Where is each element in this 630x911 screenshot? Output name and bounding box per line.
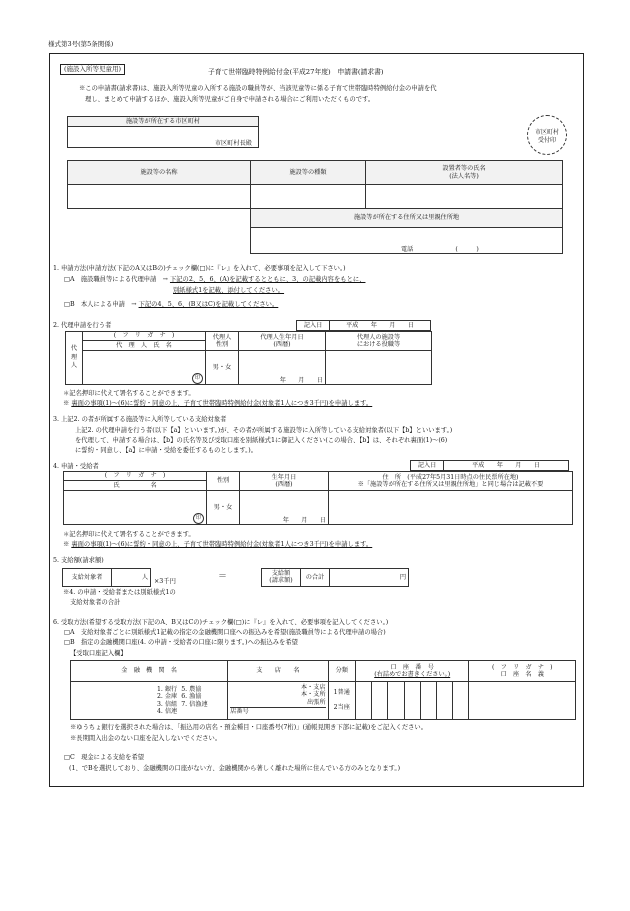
s1-option-b[interactable] bbox=[64, 301, 278, 308]
s5-note-2: 支給対象者の合計 bbox=[70, 599, 121, 606]
branch-field[interactable] bbox=[228, 682, 328, 720]
s1-b-text: 下記の4、5、6、(B又はC)を記載してください。 bbox=[138, 301, 279, 308]
applicant-furigana-header: ( フ リ ガ ナ ) bbox=[64, 472, 207, 481]
applicant-table bbox=[63, 471, 573, 525]
s5-heading: 5. 支給額(請求額) bbox=[53, 557, 104, 564]
holder-header bbox=[469, 661, 576, 682]
stamp-line-2: 受付印 bbox=[537, 136, 556, 144]
s6-option-c-note: (1、でBを選択しており、金融機関の口座がない方、金融機関から著しく離れた場所に住んでいる方のみとなります。) bbox=[69, 765, 401, 772]
bank-field[interactable] bbox=[71, 682, 228, 720]
s4-note-1: ＊記名押印に代えて署名することができます。 bbox=[63, 531, 195, 538]
s4-date-field[interactable]: 平成 年 月 日 bbox=[444, 461, 569, 471]
s2-note-2-text: 裏面の事項(1)～(6)に誓約・同意の上、子育て世帯臨時特例給付金(対象者1人につき3千円)を申請します。 bbox=[71, 400, 373, 407]
agent-name-field[interactable] bbox=[83, 351, 206, 385]
s5-equals: ＝ bbox=[218, 572, 228, 582]
s5-count-box bbox=[62, 568, 151, 587]
facility-name-field[interactable] bbox=[68, 185, 251, 209]
applicant-sex-header: 性別 bbox=[207, 472, 240, 491]
s5-total-field[interactable] bbox=[330, 569, 409, 587]
agent-role-field[interactable] bbox=[326, 351, 432, 385]
s5-total-box bbox=[261, 568, 409, 587]
s6-note-1: ※ゆうちょ銀行を選択された場合は、「振込用の店名・預金種目・口座番号(7桁)」(通帳見開き下部に記載)をご記入ください。 bbox=[70, 724, 428, 731]
s5-count-label: 支給対象者 bbox=[63, 569, 112, 587]
seal-mark: 印 bbox=[192, 373, 203, 384]
s2-heading: 2. 代理申請を行う者 bbox=[53, 322, 112, 329]
facility-name-header: 施設等の名称 bbox=[68, 161, 251, 185]
class-type-toza[interactable]: 2当座 bbox=[333, 703, 350, 711]
agent-table bbox=[65, 331, 432, 385]
s5-note-1: ※4. の申請・受給者または別紙様式1の bbox=[63, 589, 176, 596]
s4-date-label: 記入日 bbox=[411, 461, 444, 471]
agent-furigana-header: ( フ リ ガ ナ ) bbox=[83, 332, 206, 341]
s4-note-2 bbox=[63, 541, 372, 548]
s3-line-3: を代理して、申請する場合は、【b】の氏名等及び受取口座を別紙様式1に御記入ください(この場合、【b】は、それぞれ裏面(1)～(6) bbox=[75, 437, 448, 444]
bank-type-shinren[interactable]: 4. 信連 bbox=[157, 707, 178, 715]
holder-field[interactable] bbox=[469, 682, 576, 720]
s2-note-1: ＊記名押印に代えて署名することができます。 bbox=[63, 390, 195, 397]
acct-digit-3[interactable] bbox=[388, 682, 404, 720]
reception-stamp bbox=[527, 115, 567, 155]
s6-option-c[interactable]: □C 現金による支給を希望 bbox=[64, 754, 145, 761]
address-header: 施設等が所在する住所又は里親住所地 bbox=[251, 209, 563, 228]
facility-type-field[interactable] bbox=[251, 185, 366, 209]
s4-note-2-text: 裏面の事項(1)～(6)に誓約・同意の上、子育て世帯臨時特例給付金(対象者1人につき3千円)を申請します。 bbox=[71, 541, 373, 548]
bank-type-bank[interactable]: 1. 銀行 bbox=[157, 685, 178, 693]
s6-option-b[interactable]: □B 指定の金融機関口座(4. の申請・受給者の口座に限ります。)への振込みを希望 bbox=[64, 639, 298, 646]
agent-birth-header-1: 代理人生年月日 bbox=[260, 333, 304, 341]
s2-date-label: 記入日 bbox=[297, 321, 330, 331]
s5-person-unit: 人 bbox=[141, 573, 148, 581]
applicant-birth-header-1: 生年月日 bbox=[271, 473, 297, 481]
bank-type-shingyoren[interactable]: 7. 信漁連 bbox=[181, 700, 208, 708]
tel-parens: ( ) bbox=[455, 245, 479, 253]
s2-date-field[interactable]: 平成 年 月 日 bbox=[330, 321, 431, 331]
form-number: 様式第3号(第5条関係) bbox=[48, 40, 114, 48]
tel-label: 電話 bbox=[401, 245, 414, 253]
acctno-header-1: 口 座 番 号 bbox=[390, 663, 434, 671]
s4-date-box bbox=[410, 460, 569, 471]
municipality-header: 施設等が所在する市区町村 bbox=[68, 117, 259, 127]
s1-a-text: 下記の2、5、6、(A)を記載するとともに、3、の記載内容をもとに、 bbox=[169, 276, 366, 283]
facility-type-header: 施設等の種類 bbox=[251, 161, 366, 185]
founder-header-line2: (法人名等) bbox=[449, 172, 479, 180]
applicant-name-header: 氏 名 bbox=[64, 481, 207, 491]
holder-header-2: 口 座 名 義 bbox=[500, 671, 544, 678]
applicant-address-header bbox=[329, 472, 573, 491]
agent-sex-header: 代理人 性別 bbox=[206, 332, 239, 351]
s1-a-label: □A 施設職員等による代理申請 → bbox=[64, 276, 168, 283]
acct-digit-5[interactable] bbox=[420, 682, 436, 720]
s6-option-a[interactable]: □A 支給対象者ごとに別紙様式1記載の指定の金融機関口座への振込みを希望(施設職員等による代理申請の場合) bbox=[64, 629, 386, 636]
account-table bbox=[70, 660, 576, 720]
s5-times: ×3千円 bbox=[154, 578, 176, 585]
form-tag: (施設入所等児童用) bbox=[60, 64, 125, 75]
bank-type-kinko[interactable]: 2. 金庫 bbox=[157, 693, 178, 701]
applicant-address-header-1: 住 所 (平成27年5月31日時点の住民票所在地) bbox=[382, 473, 519, 481]
s3-line-4: に誓約・同意し、【a】に申請・受給を委任するものとします。)。 bbox=[75, 447, 258, 454]
s3-line-2: 上記2. の代理申請を行う者(以下【a】といいます。)が、その者が所属する施設等に入所等している支給対象者(以下【b】といいます。) bbox=[75, 427, 453, 434]
applicant-sex-field[interactable]: 男・女 bbox=[207, 491, 240, 525]
agent-name-header: 代 理 人 氏 名 bbox=[83, 341, 206, 351]
class-type-futsu[interactable]: 1普通 bbox=[333, 688, 350, 696]
applicant-name-field[interactable] bbox=[64, 491, 207, 525]
bank-header: 金 融 機 関 名 bbox=[71, 661, 228, 682]
branch-type-sub[interactable]: 本・支所 bbox=[300, 691, 326, 699]
s6-note-2: ※長期間入出金のない口座を記入しないでください。 bbox=[70, 735, 222, 742]
stamp-line-1: 市区町村 bbox=[534, 129, 559, 136]
applicant-address-field[interactable] bbox=[329, 491, 573, 525]
acct-digit-7[interactable] bbox=[453, 682, 469, 720]
acctno-header bbox=[355, 661, 469, 682]
agent-sex-field[interactable]: 男・女 bbox=[206, 351, 239, 385]
founder-header-line1: 設置者等の氏名 bbox=[442, 165, 486, 173]
agent-birth-field[interactable]: 年 月 日 bbox=[239, 351, 326, 385]
s4-heading: 4. 申請・受給者 bbox=[53, 463, 99, 470]
municipality-box bbox=[67, 116, 259, 148]
s5-yen-unit: 円 bbox=[399, 573, 406, 581]
class-field[interactable] bbox=[328, 682, 355, 720]
acct-digit-6[interactable] bbox=[437, 682, 453, 720]
acctno-header-2: (右詰めでお書きください。) bbox=[374, 671, 451, 678]
bank-type-gyokyo[interactable]: 6. 漁協 bbox=[181, 693, 202, 701]
blank-cell bbox=[68, 209, 251, 254]
s1-option-a[interactable] bbox=[64, 276, 365, 283]
account-section-heading: 【受取口座記入欄】 bbox=[70, 650, 127, 657]
acct-digit-2[interactable] bbox=[372, 682, 388, 720]
applicant-birth-header bbox=[240, 472, 329, 491]
store-number-label: 店番号 bbox=[230, 707, 325, 715]
bank-type-shinkumi[interactable]: 3. 信組 bbox=[157, 700, 178, 708]
intro-line-1: ※この申請書(請求書)は、施設入所等児童の入所する施設の職員等が、当該児童等に係る子育て世帯臨時特例給付金の申請を代 bbox=[79, 85, 437, 92]
agent-side-label: 代 理 人 bbox=[66, 332, 83, 385]
s4-note-2-mark: ※ bbox=[63, 541, 70, 548]
bank-type-nokyo[interactable]: 5. 農協 bbox=[181, 685, 202, 693]
branch-type-office[interactable]: 出張所 bbox=[307, 698, 326, 706]
s1-heading: 1. 申請方法(申請方法(下記のA又はBの)チェック欄(□)に『レ』を入れて、必要事項を記入して下さい。) bbox=[53, 265, 346, 272]
facility-table bbox=[67, 160, 563, 254]
applicant-birth-field[interactable]: 年 月 日 bbox=[240, 491, 329, 525]
agent-role-header bbox=[326, 332, 432, 351]
acct-digit-1[interactable] bbox=[355, 682, 371, 720]
address-field[interactable] bbox=[251, 228, 563, 254]
acct-digit-4[interactable] bbox=[404, 682, 420, 720]
seal-mark: 印 bbox=[193, 513, 204, 524]
municipality-chief: 市区町村長殿 bbox=[214, 139, 252, 147]
intro-line-2: 理し、まとめて申請するほか、施設入所等児童がご自身で申請される場合にご利用いただくものです。 bbox=[85, 96, 375, 103]
agent-role-header-1: 代理人の施設等 bbox=[356, 333, 401, 341]
s5-total-label-2: (請求額) bbox=[269, 576, 293, 584]
agent-birth-header-2: (西暦) bbox=[273, 341, 291, 348]
class-header: 分類 bbox=[328, 661, 355, 682]
s5-total-suffix: の合計 bbox=[301, 569, 330, 587]
agent-birth-header bbox=[239, 332, 326, 351]
s5-total-label-1: 支給額 bbox=[271, 569, 291, 577]
s5-total-label bbox=[262, 569, 301, 587]
applicant-birth-header-2: (西暦) bbox=[275, 481, 293, 488]
municipality-field[interactable] bbox=[68, 127, 259, 148]
founder-header bbox=[366, 161, 563, 185]
s1-a-text-2: 別紙様式1を記載、添付してください。 bbox=[173, 287, 285, 294]
applicant-address-header-2: ※「施設等が所在する住所又は里親住所地」と同じ場合は記載不要 bbox=[357, 481, 544, 488]
s2-note-2 bbox=[63, 400, 372, 407]
founder-field[interactable] bbox=[366, 185, 563, 209]
s2-note-2-mark: ※ bbox=[63, 400, 70, 407]
s3-line-1: 3. 上記2. の者が所属する施設等に入所等している支給対象者 bbox=[53, 416, 227, 423]
agent-role-header-2: における役職等 bbox=[356, 341, 401, 348]
form-title: 子育て世帯臨時特例給付金(平成27年度) 申請書(請求書) bbox=[208, 68, 384, 76]
holder-header-1: ( フ リ ガ ナ ) bbox=[491, 663, 553, 671]
branch-header: 支 店 名 bbox=[228, 661, 328, 682]
s6-heading: 6. 受取方法(希望する受取方法(下記のA、B又はCの)チェック欄(□)に『レ』を入れて、必要事項を記入してください。) bbox=[53, 619, 389, 626]
s5-count-field[interactable] bbox=[112, 569, 151, 587]
branch-type-main[interactable]: 本・支店 bbox=[300, 684, 326, 691]
s1-b-label: □B 本人による申請 → bbox=[64, 301, 137, 308]
s2-date-box bbox=[296, 320, 431, 331]
